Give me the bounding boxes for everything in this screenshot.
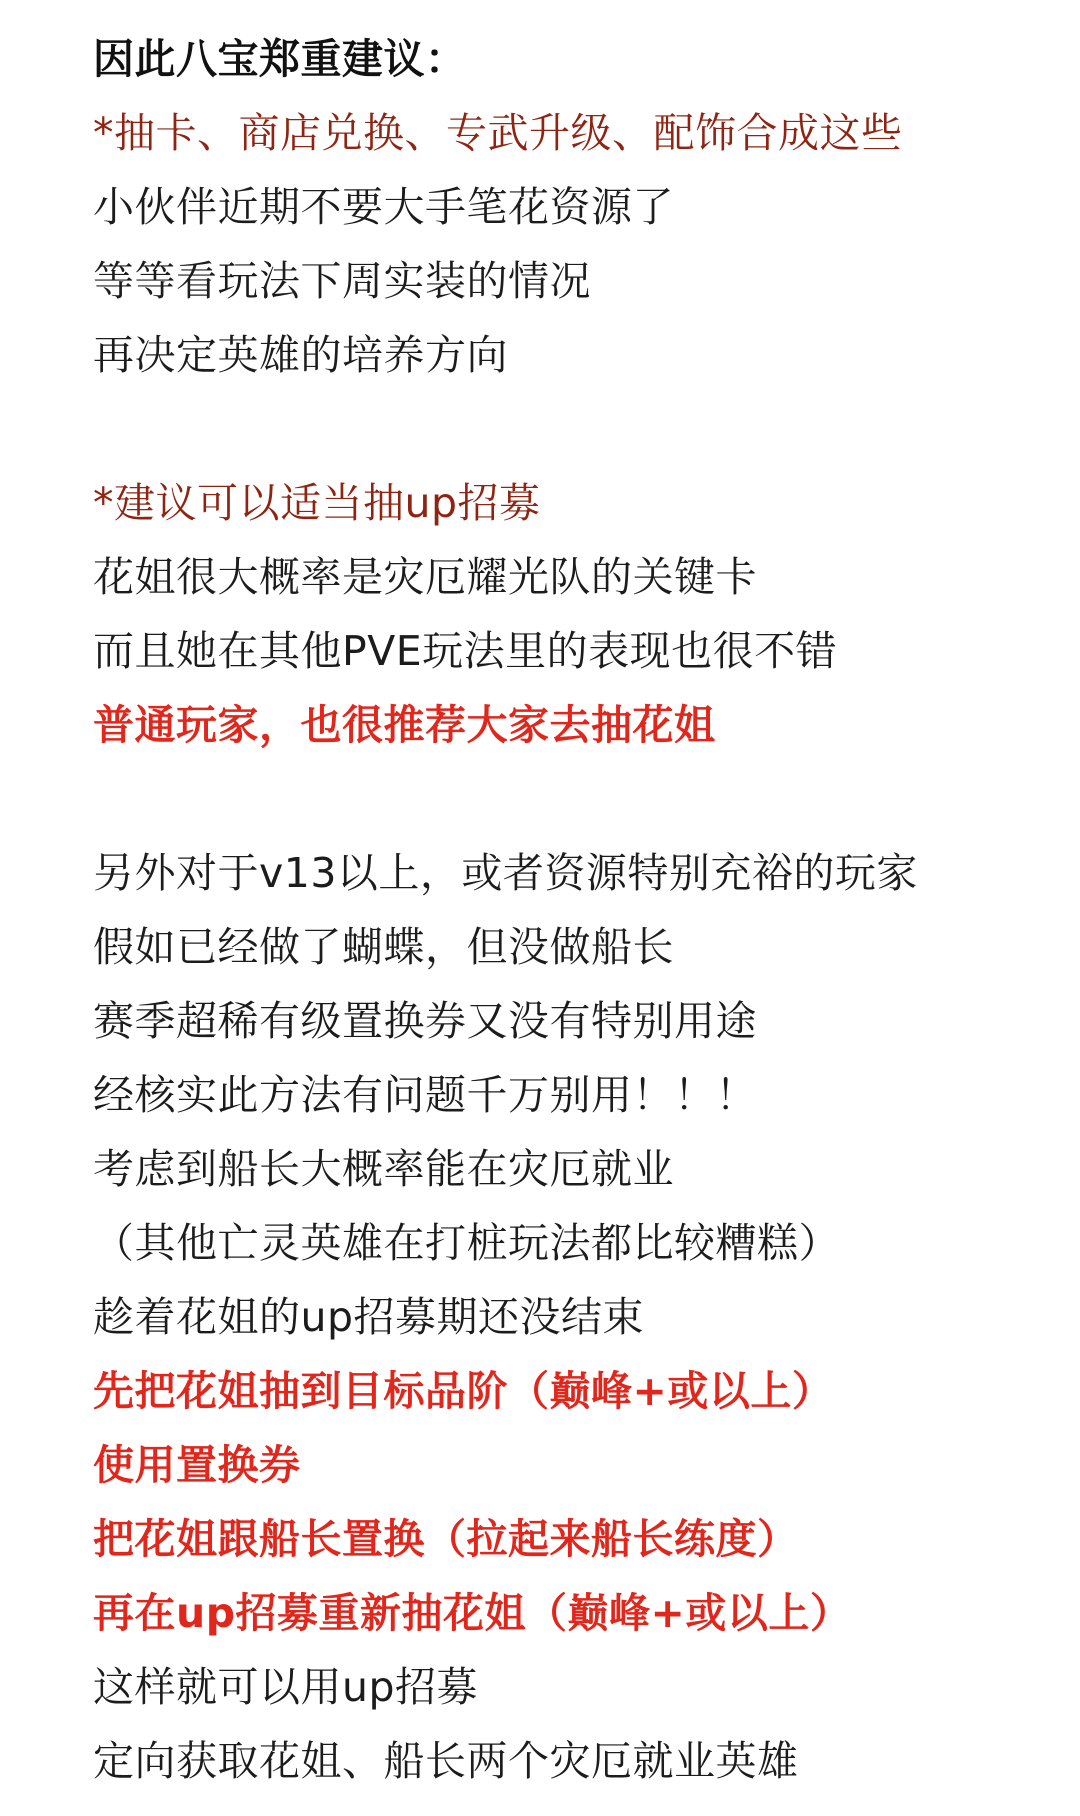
- heading: 因此八宝郑重建议：: [93, 35, 467, 83]
- section2-line: 花姐很大概率是灾厄耀光队的关键卡: [93, 553, 757, 601]
- section1-line: 再决定英雄的培养方向: [93, 331, 508, 379]
- section2-highlight: 普通玩家，也很推荐大家去抽花姐: [93, 701, 716, 749]
- section3-step: 再在up招募重新抽花姐（巅峰+或以上）: [93, 1589, 852, 1637]
- section3-line: （其他亡灵英雄在打桩玩法都比较糟糕）: [93, 1219, 840, 1267]
- section3-line: 赛季超稀有级置换券又没有特别用途: [93, 997, 757, 1045]
- section1-bullet: *抽卡、商店兑换、专武升级、配饰合成这些: [93, 109, 903, 157]
- paragraph-gap: [93, 392, 1053, 466]
- section3-line: 另外对于v13以上，或者资源特别充裕的玩家: [93, 849, 918, 897]
- article-body: [93, 22, 1053, 1798]
- section3-warning-line: 经核实此方法有问题千万别用！！！: [93, 1071, 757, 1119]
- section2-bullet: *建议可以适当抽up招募: [93, 479, 541, 527]
- section3-closing-line: 定向获取花姐、船长两个灾厄就业英雄: [93, 1737, 799, 1785]
- section3-line: 趁着花姐的up招募期还没结束: [93, 1293, 645, 1341]
- section3-step: 先把花姐抽到目标品阶（巅峰+或以上）: [93, 1367, 834, 1415]
- section1-line: 小伙伴近期不要大手笔花资源了: [93, 183, 674, 231]
- paragraph-gap: [93, 762, 1053, 836]
- section3-step: 把花姐跟船长置换（拉起来船长练度）: [93, 1515, 799, 1563]
- section3-step: 使用置换券: [93, 1441, 301, 1489]
- section2-line: 而且她在其他PVE玩法里的表现也很不错: [93, 627, 838, 675]
- section1-line: 等等看玩法下周实装的情况: [93, 257, 591, 305]
- section3-line: 考虑到船长大概率能在灾厄就业: [93, 1145, 674, 1193]
- section3-line: 假如已经做了蝴蝶，但没做船长: [93, 923, 674, 971]
- section3-closing-line: 这样就可以用up招募: [93, 1663, 479, 1711]
